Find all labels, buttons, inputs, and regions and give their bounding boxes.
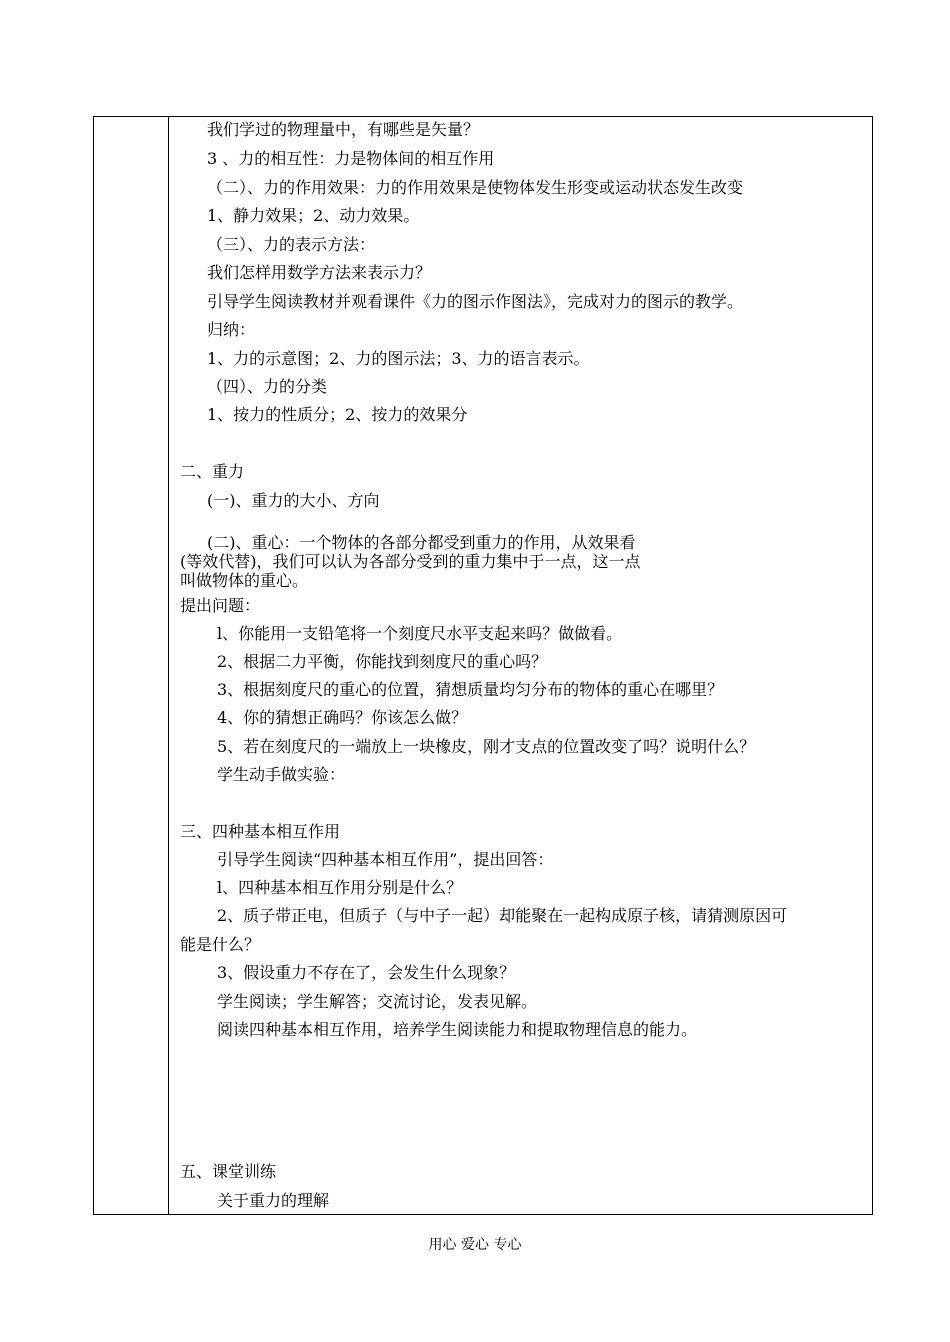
text-line: 我们怎样用数学方法来表示力？ bbox=[207, 263, 432, 282]
text-line: 关于重力的理解 bbox=[217, 1191, 330, 1210]
question-item: l、四种基本相互作用分别是什么？ bbox=[217, 878, 463, 897]
text-line: (等效代替)，我们可以认为各部分受到的重力集中于一点，这一点 bbox=[180, 552, 641, 571]
text-line: 提出问题： bbox=[180, 596, 261, 615]
text-line: 引导学生阅读“四种基本相互作用”，提出回答： bbox=[217, 850, 554, 869]
text-line: 1、静力效果；2、动力效果。 bbox=[207, 206, 420, 225]
question-item: 4、你的猜想正确吗？你该怎么做？ bbox=[217, 708, 468, 727]
text-line: 能是什么？ bbox=[180, 935, 261, 954]
text-line: 引导学生阅读教材并观看课件《力的图示作图法》，完成对力的图示的教学。 bbox=[207, 292, 744, 311]
text-line: 学生阅读；学生解答；交流讨论，发表见解。 bbox=[217, 992, 538, 1011]
question-item: 3、根据刻度尺的重心的位置，猜想质量均匀分布的物体的重心在哪里？ bbox=[217, 680, 724, 699]
text-line: 归纳： bbox=[207, 320, 256, 339]
question-item: 2、质子带正电，但质子（与中子一起）却能聚在一起构成原子核，请猜测原因可 bbox=[217, 906, 788, 925]
text-line: 我们学过的物理量中，有哪些是矢量？ bbox=[207, 120, 480, 139]
table-column-divider bbox=[168, 116, 169, 1215]
question-item: 2、根据二力平衡，你能找到刻度尺的重心吗？ bbox=[217, 652, 548, 671]
text-line: 1、力的示意图；2、力的图示法；3、力的语言表示。 bbox=[207, 349, 590, 368]
text-line: 学生动手做实验： bbox=[217, 765, 346, 784]
question-item: 3、假设重力不存在了，会发生什么现象？ bbox=[217, 963, 516, 982]
text-line: （二）、力的作用效果：力的作用效果是使物体发生形变或运动状态发生改变 bbox=[207, 178, 744, 197]
page-footer: 用心 爱心 专心 bbox=[428, 1237, 522, 1253]
text-line: 阅读四种基本相互作用，培养学生阅读能力和提取物理信息的能力。 bbox=[217, 1020, 698, 1039]
text-line: 叫做物体的重心。 bbox=[180, 571, 309, 590]
text-line: (一)、重力的大小、方向 bbox=[207, 491, 380, 510]
section-heading: 五、课堂训练 bbox=[180, 1162, 277, 1181]
text-line: (二)、重心：一个物体的各部分都受到重力的作用，从效果看 bbox=[207, 533, 636, 552]
text-line: （四）、力的分类 bbox=[207, 377, 328, 396]
question-item: 5、若在刻度尺的一端放上一块橡皮，刚才支点的位置改变了吗？说明什么？ bbox=[217, 737, 756, 756]
section-heading: 二、重力 bbox=[180, 462, 245, 481]
section-heading: 三、四种基本相互作用 bbox=[180, 822, 341, 841]
text-line: 3 、力的相互性：力是物体间的相互作用 bbox=[207, 149, 495, 168]
question-item: l、你能用一支铅笔将一个刻度尺水平支起来吗？做做看。 bbox=[217, 624, 623, 643]
text-line: （三）、力的表示方法： bbox=[207, 235, 376, 254]
text-line: 1、按力的性质分；2、按力的效果分 bbox=[207, 405, 468, 424]
